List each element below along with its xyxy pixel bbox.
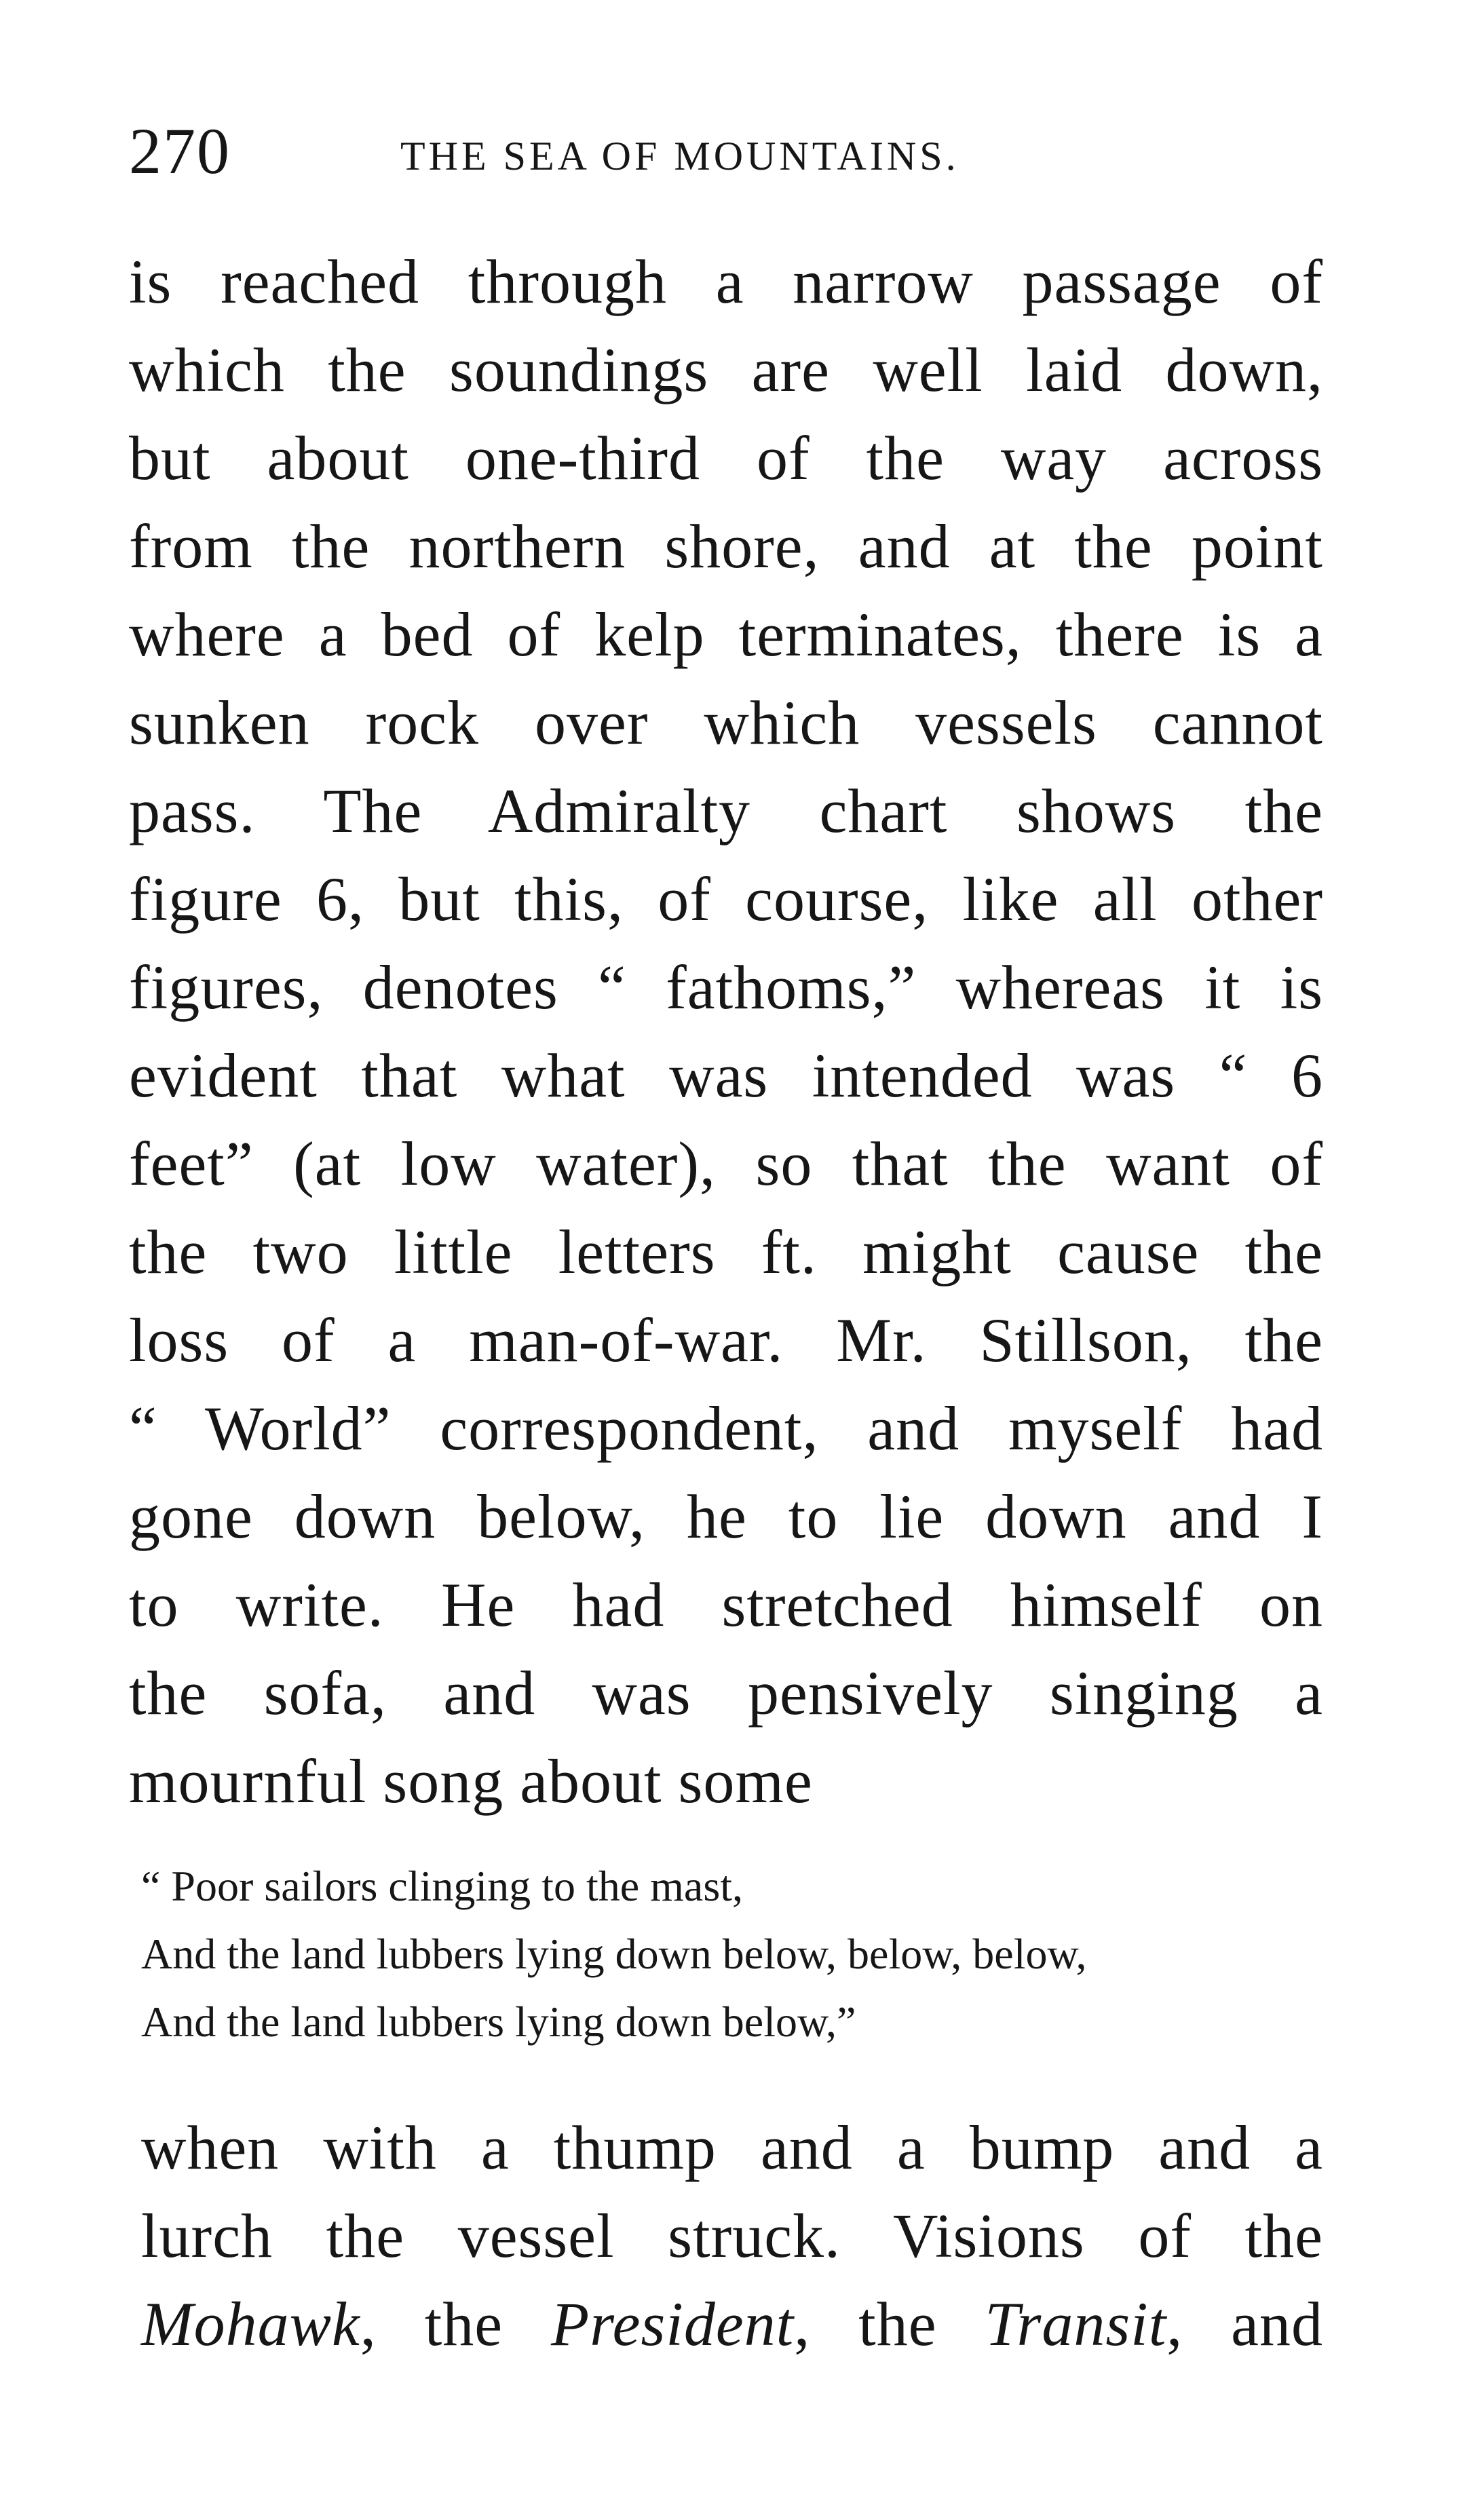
text-line: lurch the vessel struck. Visions of the [141,2201,1323,2270]
running-head [129,114,1364,189]
text-line: which the soundings are well laid down, [129,335,1323,404]
text-line: sunken rock over which vessels cannot [129,688,1323,757]
text-fragment: , and [1166,2289,1323,2359]
text-line [141,2287,1323,2361]
text-line: mournful song about some [129,1747,813,1816]
ship-name-president: President [551,2289,795,2359]
text-line: the two little letters ft. might cause the [129,1217,1323,1286]
text-line: is reached through a narrow passage of [129,247,1323,316]
text-line: where a bed of kelp terminates, there is a [129,600,1323,669]
text-line: the sofa, and was pensively singing a [129,1658,1323,1728]
ship-name-transit: Transit [985,2289,1167,2359]
text-fragment: , the [794,2289,937,2359]
page-number: 270 [129,115,231,187]
text-line: loss of a man-of-war. Mr. Stillson, the [129,1305,1323,1375]
text-line: “ World” correspondent, and myself had [129,1394,1323,1463]
text-line: when with a thump and a bump and a [141,2113,1323,2182]
text-line: but about one-third of the way across [129,423,1323,493]
verse-line: “ Poor sailors clinging to the mast, [141,1862,743,1910]
text-line: pass. The Admiralty chart shows the [129,776,1323,845]
text-line: figure 6, but this, of course, like all other [129,864,1323,934]
text-line: from the northern shore, and at the point [129,512,1323,581]
ship-name-mohawk: Mohawk [141,2289,360,2359]
text-line: figures, denotes “ fathoms,” whereas it is [129,953,1323,1022]
verse-line: And the land lubbers lying down below, below, below, [141,1930,1087,1978]
verse-line: And the land lubbers lying down below,” [141,1998,856,2046]
running-title: THE SEA OF MOUNTAINS. [400,134,959,178]
text-line: evident that what was intended was “ 6 [129,1041,1323,1110]
text-line: to write. He had stretched himself on [129,1570,1323,1639]
text-fragment: , the [360,2289,503,2359]
text-line: feet” (at low water), so that the want of [129,1129,1323,1198]
text-line: gone down below, he to lie down and I [129,1482,1323,1551]
